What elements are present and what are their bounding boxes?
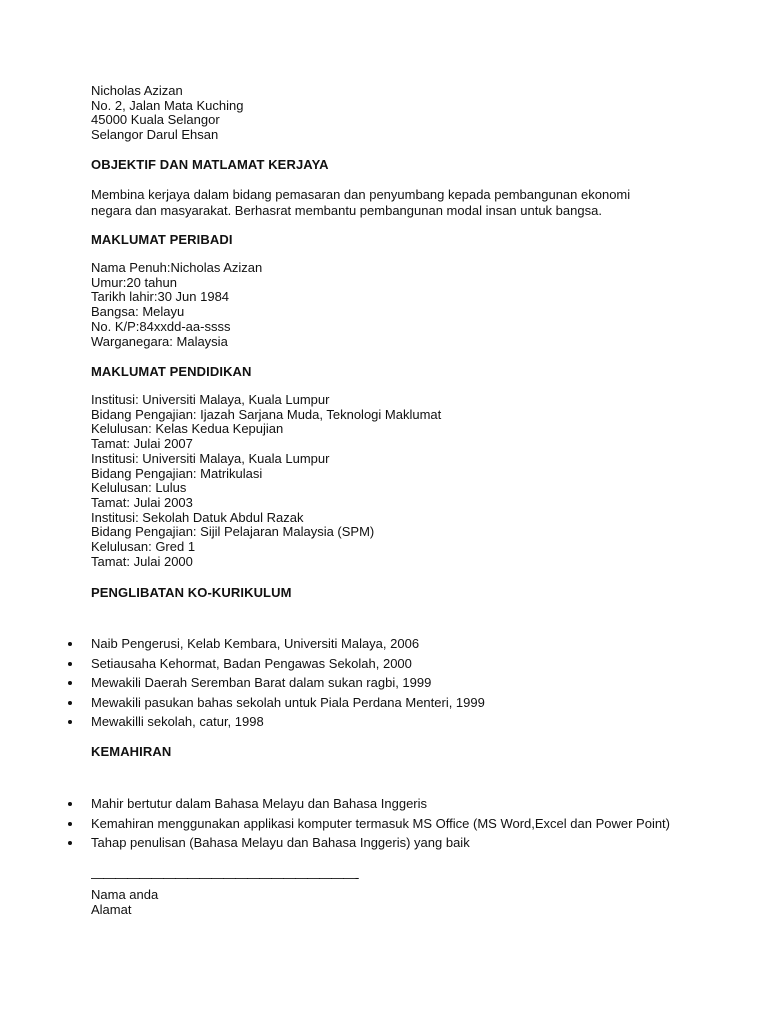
list-item-text: Mewakili pasukan bahas sekolah untuk Piala Perdana Menteri, 1999	[91, 694, 485, 710]
peribadi-list	[91, 261, 691, 349]
heading-objektif: OBJEKTIF DAN MATLAMAT KERJAYA	[91, 157, 329, 172]
pendidikan-line: Tamat: Julai 2000	[91, 553, 193, 569]
bullet-icon	[68, 822, 72, 826]
peribadi-line: Umur:20 tahun	[91, 274, 177, 290]
heading-peribadi: MAKLUMAT PERIBADI	[91, 232, 233, 247]
pendidikan-list	[91, 393, 691, 569]
pendidikan-line: Bidang Pengajian: Sijil Pelajaran Malaysia (SPM)	[91, 524, 375, 540]
list-item	[0, 794, 768, 814]
heading-pendidikan: MAKLUMAT PENDIDIKAN	[91, 364, 252, 379]
address-street: No. 2, Jalan Mata Kuching	[91, 97, 244, 113]
bullet-icon	[68, 701, 72, 705]
address-block	[91, 84, 691, 143]
list-item-text: Kemahiran menggunakan applikasi komputer termasuk MS Office (MS Word,Excel dan Power Point)	[91, 815, 671, 831]
footer-block	[91, 888, 691, 917]
address-postcode: 45000 Kuala Selangor	[91, 112, 220, 128]
pendidikan-line: Tamat: Julai 2007	[91, 436, 193, 452]
footer-address: Alamat	[91, 901, 132, 917]
peribadi-line: Nama Penuh:Nicholas Azizan	[91, 260, 263, 275]
pendidikan-line: Kelulusan: Gred 1	[91, 539, 196, 555]
peribadi-line: Warganegara: Malaysia	[91, 333, 228, 349]
objektif-line: Membina kerjaya dalam bidang pemasaran dan penyumbang kepada pembangunan ekonomi	[91, 187, 631, 202]
list-item	[0, 693, 768, 713]
bullet-icon	[68, 720, 72, 724]
pendidikan-line: Tamat: Julai 2003	[91, 494, 193, 510]
bullet-icon	[68, 841, 72, 845]
list-item-text: Naib Pengerusi, Kelab Kembara, Universiti Malaya, 2006	[91, 636, 420, 651]
pendidikan-line: Institusi: Universiti Malaya, Kuala Lumpur	[91, 392, 330, 407]
list-item	[0, 673, 768, 693]
pendidikan-line: Institusi: Universiti Malaya, Kuala Lumpur	[91, 450, 330, 466]
peribadi-line: No. K/P:84xxdd-aa-ssss	[91, 318, 231, 334]
heading-kemahiran: KEMAHIRAN	[91, 744, 172, 759]
list-item-text: Mahir bertutur dalam Bahasa Melayu dan Bahasa Inggeris	[91, 796, 428, 811]
objektif-line: negara dan masyarakat. Berhasrat membantu pembangunan modal insan untuk bangsa.	[91, 203, 602, 218]
list-item	[0, 634, 768, 654]
pendidikan-line: Bidang Pengajian: Ijazah Sarjana Muda, Teknologi Maklumat	[91, 406, 442, 422]
pendidikan-line: Kelulusan: Lulus	[91, 480, 187, 496]
list-item	[0, 814, 768, 834]
kemahiran-list	[0, 794, 768, 853]
peribadi-line: Bangsa: Melayu	[91, 304, 185, 320]
address-state: Selangor Darul Ehsan	[91, 127, 219, 143]
list-item	[0, 712, 768, 732]
pendidikan-line: Kelulusan: Kelas Kedua Kepujian	[91, 421, 284, 437]
bullet-icon	[68, 642, 72, 646]
address-name: Nicholas Azizan	[91, 83, 183, 98]
heading-kokurikulum: PENGLIBATAN KO-KURIKULUM	[91, 585, 292, 600]
list-item-text: Mewakili Daerah Seremban Barat dalam sukan ragbi, 1999	[91, 675, 432, 691]
objektif-paragraph	[91, 187, 691, 219]
bullet-icon	[68, 802, 72, 806]
pendidikan-line: Institusi: Sekolah Datuk Abdul Razak	[91, 509, 304, 525]
footer-name: Nama anda	[91, 887, 159, 902]
peribadi-line: Tarikh lahir:30 Jun 1984	[91, 289, 230, 305]
list-item	[0, 833, 768, 853]
list-item-text: Mewakilli sekolah, catur, 1998	[91, 714, 264, 730]
list-item	[0, 654, 768, 674]
list-item-text: Setiausaha Kehormat, Badan Pengawas Sekolah, 2000	[91, 655, 412, 671]
separator-line: ——————————————————————-	[91, 870, 359, 885]
pendidikan-line: Bidang Pengajian: Matrikulasi	[91, 465, 263, 481]
kokurikulum-list	[0, 634, 768, 732]
bullet-icon	[68, 681, 72, 685]
bullet-icon	[68, 662, 72, 666]
list-item-text: Tahap penulisan (Bahasa Melayu dan Bahasa Inggeris) yang baik	[91, 835, 470, 851]
